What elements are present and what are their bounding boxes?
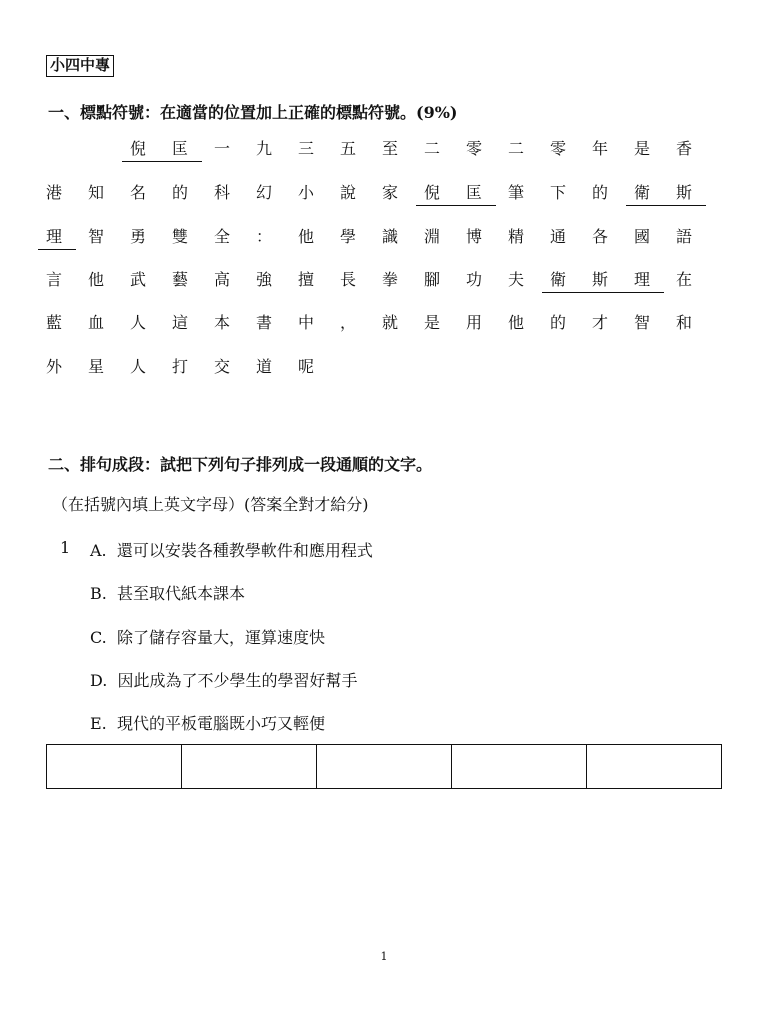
- passage-char: 零: [549, 139, 566, 158]
- proper-noun-underline: [626, 205, 706, 206]
- passage-char: 星: [87, 357, 104, 376]
- passage-char: 五: [339, 139, 356, 158]
- page-number: 1: [380, 950, 388, 963]
- passage-char: 理: [45, 227, 62, 246]
- passage-char: 高: [213, 270, 230, 289]
- passage-char: 在: [675, 270, 692, 289]
- passage-char: 一: [213, 139, 230, 158]
- passage-char: 科: [213, 183, 230, 202]
- passage-char: 斯: [675, 183, 692, 202]
- passage-char: ：: [255, 227, 272, 246]
- sentence-text: 現代的平板電腦既小巧又輕便: [116, 714, 325, 733]
- passage-char: 擅: [297, 270, 314, 289]
- passage-char: 倪: [129, 139, 146, 158]
- passage-char: 各: [591, 227, 608, 246]
- passage-char: 理: [633, 270, 650, 289]
- passage-char: 打: [171, 357, 188, 376]
- passage-char: 識: [381, 227, 398, 246]
- passage-char: 本: [213, 313, 230, 332]
- passage-char: 家: [381, 183, 398, 202]
- sentence-text: 還可以安裝各種教學軟件和應用程式: [116, 541, 373, 560]
- passage-char: 道: [255, 357, 272, 376]
- passage-char: 強: [255, 270, 272, 289]
- sentence-letter: E.: [90, 714, 107, 733]
- passage-char: 淵: [423, 227, 440, 246]
- passage-char: 學: [339, 227, 356, 246]
- passage-char: 的: [549, 313, 566, 332]
- proper-noun-underline: [38, 249, 76, 250]
- sentence-e: [90, 711, 325, 734]
- sentence-letter: B.: [90, 584, 107, 603]
- passage-char: 小: [297, 183, 314, 202]
- passage-char: 香: [675, 139, 692, 158]
- passage-char: 他: [87, 270, 104, 289]
- passage-char: 才: [591, 313, 608, 332]
- passage-char: 智: [633, 313, 650, 332]
- passage-char: 功: [465, 270, 482, 289]
- passage-char: 藝: [171, 270, 188, 289]
- passage-char: 年: [591, 139, 608, 158]
- passage-char: 是: [423, 313, 440, 332]
- passage-char: 名: [129, 183, 146, 202]
- question-1-title: 一、標點符號：在適當的位置加上正確的標點符號。(9%): [48, 103, 458, 122]
- passage-char: 呢: [297, 357, 314, 376]
- passage-char: 交: [213, 357, 230, 376]
- passage-char: 的: [591, 183, 608, 202]
- passage-char: 衛: [549, 270, 566, 289]
- passage-char: 的: [171, 183, 188, 202]
- answer-cell-4[interactable]: [452, 745, 587, 789]
- sentence-text: 甚至取代紙本課本: [117, 584, 246, 603]
- passage-char: 博: [465, 227, 482, 246]
- passage-char: 至: [381, 139, 398, 158]
- passage-char: 他: [297, 227, 314, 246]
- passage-char: 斯: [591, 270, 608, 289]
- passage-char: 二: [423, 139, 440, 158]
- passage-char: 和: [675, 313, 692, 332]
- answer-cell-2[interactable]: [182, 745, 317, 789]
- passage-char: 語: [675, 227, 692, 246]
- passage-char: 血: [87, 313, 104, 332]
- passage-char: 國: [633, 227, 650, 246]
- answer-table: [46, 744, 722, 789]
- sentence-text: 因此成為了不少學生的學習好幫手: [117, 671, 358, 690]
- sentence-a: [90, 538, 373, 561]
- sentence-letter: A.: [90, 541, 107, 560]
- passage-char: 書: [255, 313, 272, 332]
- sentence-text: 除了儲存容量大，運算速度快: [116, 628, 325, 647]
- answer-cell-1[interactable]: [47, 745, 182, 789]
- passage-char: 勇: [129, 227, 146, 246]
- passage-char: 他: [507, 313, 524, 332]
- passage-char: 外: [45, 357, 62, 376]
- passage-char: 這: [171, 313, 188, 332]
- passage-char: 筆: [507, 183, 524, 202]
- passage-char: 全: [213, 227, 230, 246]
- question-number: 1: [60, 538, 71, 557]
- passage-char: 就: [381, 313, 398, 332]
- passage-char: 雙: [171, 227, 188, 246]
- passage-char: 拳: [381, 270, 398, 289]
- proper-noun-underline: [542, 292, 664, 293]
- passage-char: 智: [87, 227, 104, 246]
- answer-cell-5[interactable]: [587, 745, 722, 789]
- class-label: 小四中專: [46, 55, 114, 77]
- passage-char: 腳: [423, 270, 440, 289]
- passage-char: ，: [339, 313, 356, 332]
- passage-char: 夫: [507, 270, 524, 289]
- passage-char: 中: [297, 313, 314, 332]
- passage-char: 九: [255, 139, 272, 158]
- passage-char: 知: [87, 183, 104, 202]
- passage-char: 藍: [45, 313, 62, 332]
- passage-char: 精: [507, 227, 524, 246]
- passage-char: 言: [45, 270, 62, 289]
- passage-char: 人: [129, 313, 146, 332]
- proper-noun-underline: [122, 161, 202, 162]
- question-2-title: 二、排句成段：試把下列句子排列成一段通順的文字。: [48, 455, 433, 474]
- passage-char: 匡: [465, 183, 482, 202]
- passage-char: 人: [129, 357, 146, 376]
- sentence-b: [90, 581, 245, 604]
- sentence-letter: C.: [90, 628, 107, 647]
- passage-char: 港: [45, 183, 62, 202]
- passage-char: 匡: [171, 139, 188, 158]
- passage-char: 下: [549, 183, 566, 202]
- passage-char: 三: [297, 139, 314, 158]
- passage-char: 長: [339, 270, 356, 289]
- passage-char: 通: [549, 227, 566, 246]
- sentence-d: [90, 668, 358, 691]
- proper-noun-underline: [416, 205, 496, 206]
- passage-char: 二: [507, 139, 524, 158]
- sentence-c: [90, 625, 325, 648]
- passage-char: 幻: [255, 183, 272, 202]
- passage-char: 是: [633, 139, 650, 158]
- passage-char: 零: [465, 139, 482, 158]
- sentence-letter: D.: [90, 671, 108, 690]
- passage-char: 衛: [633, 183, 650, 202]
- passage-char: 用: [465, 313, 482, 332]
- passage-char: 武: [129, 270, 146, 289]
- passage-char: 倪: [423, 183, 440, 202]
- answer-cell-3[interactable]: [317, 745, 452, 789]
- question-2-instruction: （在括號內填上英文字母）(答案全對才給分): [52, 495, 369, 514]
- passage-char: 說: [339, 183, 356, 202]
